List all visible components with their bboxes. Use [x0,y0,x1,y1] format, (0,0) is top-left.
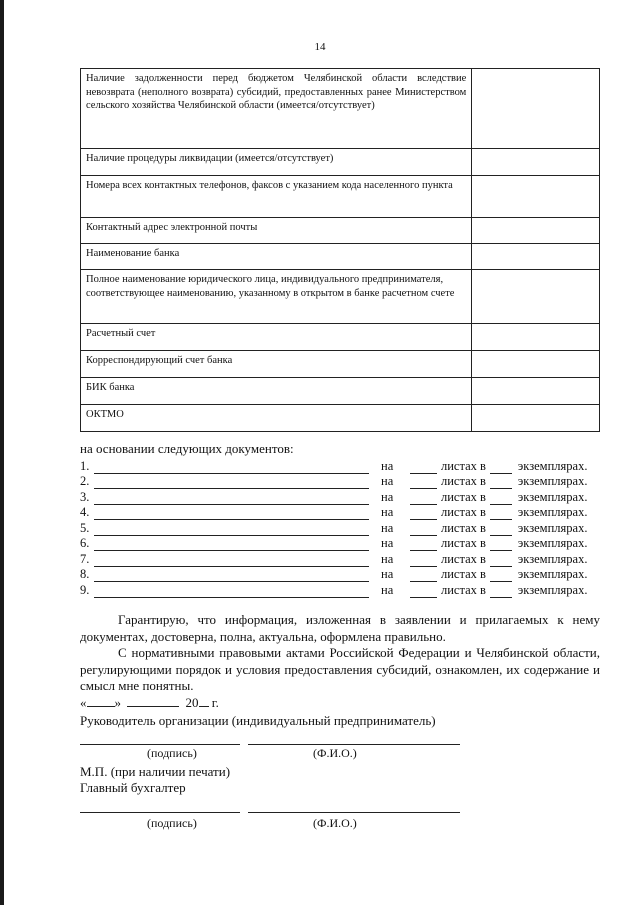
document-number: 9. [80,582,90,597]
copies-count-field[interactable] [490,570,512,582]
document-row [80,536,600,552]
document-number: 5. [80,520,90,535]
copies-label: экземплярах. [517,536,588,550]
month-field[interactable] [127,695,179,707]
sheets-label: листах в [441,551,486,566]
document-number: 1. [80,458,90,473]
copies-count-field[interactable] [490,586,512,598]
documents-heading: на основании следующих документов: [80,441,294,456]
sheets-label: листах в [441,582,486,597]
row-value-account[interactable] [472,324,600,351]
row-value-oktmo[interactable] [472,405,600,432]
acts-paragraph: С нормативными правовыми актами Российской Федерации и Челябинской области, регулирующими порядок и условия предоставления субсидий, ознакомлен, их содержание и смысл мне понятны. [80,645,600,693]
document-name-field[interactable] [94,508,369,520]
sheets-count-field[interactable] [410,586,437,598]
sheets-count-field[interactable] [410,555,437,567]
row-label-phones: Номера всех контактных телефонов, факсов с указанием кода населенного пункта [81,176,472,218]
table-row [81,378,600,405]
document-name-field[interactable] [94,586,369,598]
copies-label: экземплярах. [517,551,588,566]
row-label-bik: БИК банка [81,378,472,405]
sheets-label: листах в [441,520,486,535]
date-close-quote: » [114,695,121,710]
table-row [81,324,600,351]
table-row [81,69,600,149]
copies-label: экземплярах. [517,567,588,581]
copies-label: экземплярах. [517,489,588,504]
sheets-label: листах в [441,536,486,550]
row-value-email[interactable] [472,218,600,244]
sheets-count-field[interactable] [410,570,437,582]
document-number: 2. [80,474,90,488]
document-row [80,551,600,567]
document-name-field[interactable] [94,462,369,474]
copies-count-field[interactable] [490,477,512,489]
row-value-phones[interactable] [472,176,600,218]
table-row [81,244,600,270]
accountant-signature-line[interactable] [80,812,240,813]
accountant-label: Главный бухгалтер [80,780,186,795]
document-name-field[interactable] [94,477,369,489]
table-row [81,149,600,176]
table-row [81,176,600,218]
document-na-label: на [381,458,394,473]
document-na-label: на [381,536,394,550]
copies-count-field[interactable] [490,539,512,551]
document-row [80,489,600,505]
sheets-count-field[interactable] [410,508,437,520]
sheets-label: листах в [441,489,486,504]
guarantee-paragraph: Гарантирую, что информация, изложенная в заявлении и прилагаемых к нему документах, достоверна, полна, актуальна, оформлена правильно. [80,612,600,644]
copies-count-field[interactable] [490,462,512,474]
day-field[interactable] [87,695,115,707]
document-name-field[interactable] [94,524,369,536]
scan-edge [0,0,4,905]
copies-count-field[interactable] [490,493,512,505]
head-name-caption: (Ф.И.О.) [313,746,357,760]
row-label-email: Контактный адрес электронной почты [81,218,472,244]
row-label-corr-account: Корреспондирующий счет банка [81,351,472,378]
sheets-count-field[interactable] [410,524,437,536]
row-value-debt[interactable] [472,69,600,149]
sheets-count-field[interactable] [410,493,437,505]
applicant-info-table [80,68,600,432]
date-line [80,695,219,711]
copies-label: экземплярах. [517,505,588,519]
seal-label: М.П. (при наличии печати) [80,764,231,779]
row-value-bank-name[interactable] [472,244,600,270]
copies-label: экземплярах. [517,474,588,488]
table-row [81,405,600,432]
accountant-name-caption: (Ф.И.О.) [313,816,357,830]
sheets-count-field[interactable] [410,477,437,489]
document-na-label: на [381,489,394,504]
document-number: 3. [80,489,90,504]
table-row [81,270,600,324]
document-number: 6. [80,536,90,550]
copies-label: экземплярах. [517,582,588,597]
head-name-line[interactable] [248,744,460,745]
year-field[interactable] [199,695,209,707]
accountant-signature-caption: (подпись) [147,816,197,830]
head-label: Руководитель организации (индивидуальный предприниматель) [80,713,436,728]
sheets-label: листах в [441,458,486,473]
row-value-full-name[interactable] [472,270,600,324]
head-signature-line[interactable] [80,744,240,745]
copies-count-field[interactable] [490,555,512,567]
table-row [81,218,600,244]
document-number: 8. [80,567,90,581]
copies-count-field[interactable] [490,508,512,520]
head-signature-caption: (подпись) [147,746,197,760]
row-value-bik[interactable] [472,378,600,405]
copies-label: экземплярах. [517,458,588,473]
document-name-field[interactable] [94,539,369,551]
row-label-debt: Наличие задолженности перед бюджетом Челябинской области вследствие невозврата (неполного возврата) субсидий, предоставленных ранее Министерством сельского хозяйства Челябинской области (имеется/отсутствует) [81,69,472,149]
document-row [80,474,600,490]
documents-list [80,458,600,598]
row-label-full-name: Полное наименование юридического лица, индивидуального предпринимателя, соответствующее наименованию, указанному в открытом в банке расчетном счете [81,270,472,324]
document-row [80,505,600,521]
year-suffix: г. [211,695,219,710]
document-row [80,567,600,583]
year-prefix: 20 [185,695,199,710]
page-number: 14 [314,41,326,53]
document-name-field[interactable] [94,570,369,582]
row-label-bank-name: Наименование банка [81,244,472,270]
document-row [80,520,600,536]
document-name-field[interactable] [94,555,369,567]
sheets-label: листах в [441,474,486,488]
sheets-count-field[interactable] [410,539,437,551]
document-row [80,582,600,598]
copies-count-field[interactable] [490,524,512,536]
row-value-liquidation[interactable] [472,149,600,176]
document-row [80,458,600,474]
document-number: 4. [80,505,90,519]
sheets-label: листах в [441,567,486,581]
document-name-field[interactable] [94,493,369,505]
date-open-quote: « [80,695,87,710]
row-label-liquidation: Наличие процедуры ликвидации (имеется/отсутствует) [81,149,472,176]
document-na-label: на [381,551,394,566]
document-number: 7. [80,551,90,566]
copies-label: экземплярах. [517,520,588,535]
row-label-account: Расчетный счет [81,324,472,351]
table-row [81,351,600,378]
row-label-oktmo: ОКТМО [81,405,472,432]
sheets-label: листах в [441,505,486,519]
document-na-label: на [381,567,394,581]
document-na-label: на [381,582,394,597]
sheets-count-field[interactable] [410,462,437,474]
accountant-name-line[interactable] [248,812,460,813]
document-na-label: на [381,520,394,535]
document-na-label: на [381,505,394,519]
document-na-label: на [381,474,394,488]
row-value-corr-account[interactable] [472,351,600,378]
